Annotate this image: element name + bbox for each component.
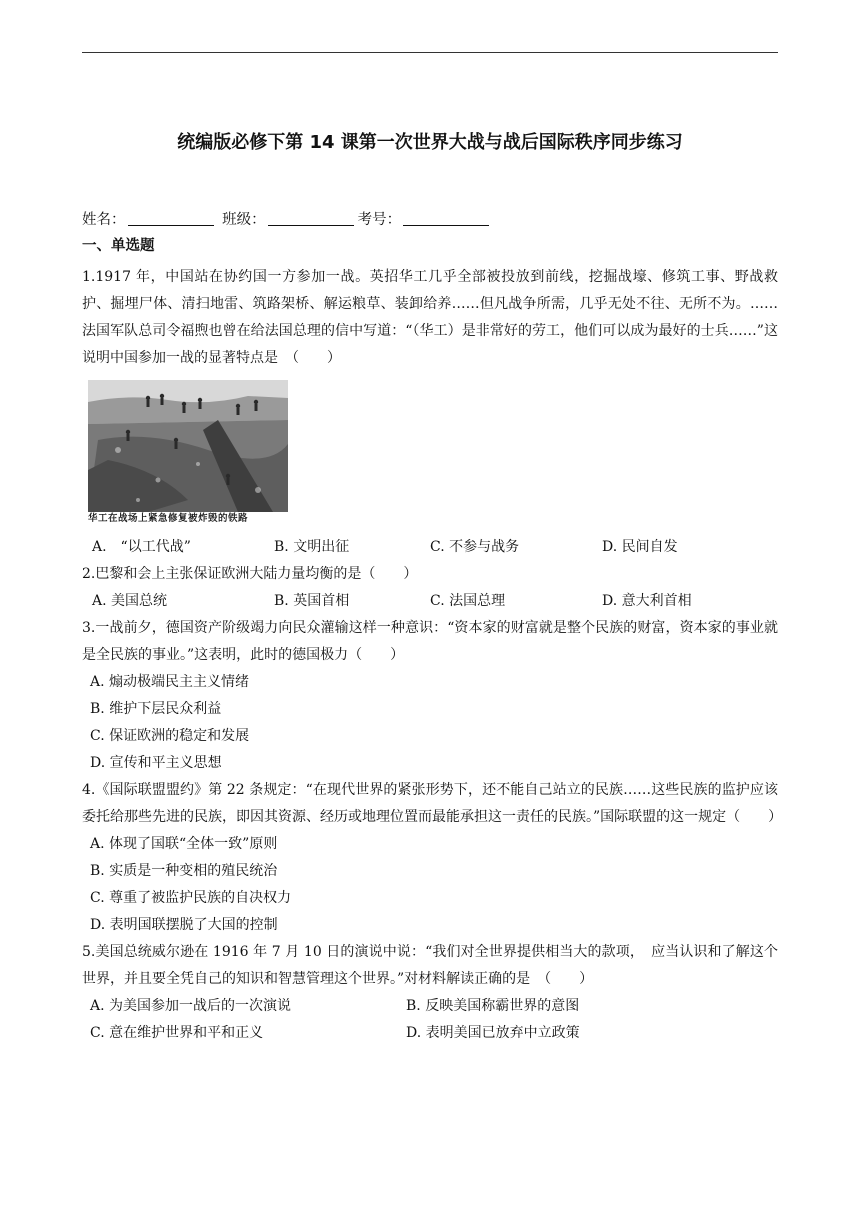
question-list (82, 264, 783, 1047)
question-1-option-a[interactable]: A. “以工代战” (92, 539, 191, 555)
question-4-stem: 4.《国际联盟盟约》第 22 条规定：“在现代世界的紧张形势下，还不能自己站立的民族……这些民族的监护应该委托给那些先进的民族，即因其资源、经历或地理位置而最能承担这一责任的民族。”国际联盟的这一规定（ ） (82, 782, 783, 825)
question-2-stem: 2.巴黎和会上主张保证欧洲大陆力量均衡的是（ ） (82, 566, 418, 582)
question-4-option-a[interactable]: A. 体现了国联“全体一致”原则 (90, 836, 278, 852)
question-5-option-d[interactable]: D. 表明美国已放弃中立政策 (406, 1025, 580, 1041)
question-3 (82, 615, 778, 777)
student-info-line (82, 208, 493, 229)
question-2-option-b[interactable]: B. 英国首相 (274, 593, 350, 609)
question-5 (82, 939, 778, 1047)
question-5-option-a[interactable]: A. 为美国参加一战后的一次演说 (90, 998, 292, 1014)
name-blank[interactable] (128, 210, 214, 226)
question-5-stem: 5.美国总统威尔逊在 1916 年 7 月 10 日的演说中说：“我们对全世界提供相当大的款项， 应当认识和了解这个世界，并且要全凭自己的知识和智慧管理这个世界。”对材料解读正确的是 （ ） (82, 944, 778, 987)
class-label: 班级： (222, 212, 266, 228)
question-5-options-row-1 (90, 993, 778, 1020)
class-blank[interactable] (268, 210, 354, 226)
question-1-stem: 1.1917 年，中国站在协约国一方参加一战。英招华工几乎全部被投放到前线，挖掘战壕、修筑工事、野战救护、掘埋尸体、清扫地雷、筑路架桥、解运粮草、装卸给养……但凡战争所需，几乎无处不往、无所不为。……法国军队总司令福煦也曾在给法国总理的信中写道：“（华工）是非常好的劳工，他们可以成为最好的士兵……”这说明中国参加一战的显著特点是 （ ） (82, 269, 778, 366)
name-label: 姓名： (82, 212, 126, 228)
header-rule (82, 52, 778, 53)
question-2 (82, 561, 778, 615)
question-3-option-c[interactable]: C. 保证欧洲的稳定和发展 (90, 728, 250, 744)
question-1-options (92, 534, 778, 561)
question-5-option-b[interactable]: B. 反映美国称霸世界的意图 (406, 998, 580, 1014)
question-3-option-b[interactable]: B. 维护下层民众利益 (90, 701, 222, 717)
question-1-option-d[interactable]: D. 民间自发 (602, 539, 678, 555)
question-1-figure (88, 380, 288, 524)
question-5-option-c[interactable]: C. 意在维护世界和平和正义 (90, 1025, 264, 1041)
question-4-option-c[interactable]: C. 尊重了被监护民族的自决权力 (90, 890, 292, 906)
question-4 (82, 777, 783, 939)
section-heading: 一、单选题 (82, 238, 155, 254)
question-2-option-d[interactable]: D. 意大利首相 (602, 593, 692, 609)
question-2-option-c[interactable]: C. 法国总理 (430, 593, 506, 609)
question-4-option-d[interactable]: D. 表明国联摆脱了大国的控制 (90, 917, 278, 933)
question-1-option-c[interactable]: C. 不参与战务 (430, 539, 520, 555)
question-2-options (92, 588, 778, 615)
question-3-option-d[interactable]: D. 宣传和平主义思想 (90, 755, 222, 771)
page-title: 统编版必修下第 14 课第一次世界大战与战后国际秩序同步练习 (177, 132, 683, 153)
id-label: 考号： (357, 212, 402, 228)
question-3-stem: 3.一战前夕，德国资产阶级竭力向民众灌输这样一种意识：“资本家的财富就是整个民族的财富，资本家的事业就是全民族的事业。”这表明，此时的德国极力（ ） (82, 620, 778, 663)
question-1-option-b[interactable]: B. 文明出征 (274, 539, 350, 555)
question-1 (82, 264, 778, 561)
question-3-option-a[interactable]: A. 煽动极端民主主义情绪 (90, 674, 250, 690)
workers-repairing-railway-photo (88, 380, 288, 512)
id-blank[interactable] (403, 210, 489, 226)
question-2-option-a[interactable]: A. 美国总统 (92, 593, 168, 609)
question-4-option-b[interactable]: B. 实质是一种变相的殖民统治 (90, 863, 278, 879)
question-5-options-row-2 (90, 1020, 778, 1047)
photo-caption: 华工在战场上紧急修复被炸毁的铁路 (88, 513, 249, 524)
